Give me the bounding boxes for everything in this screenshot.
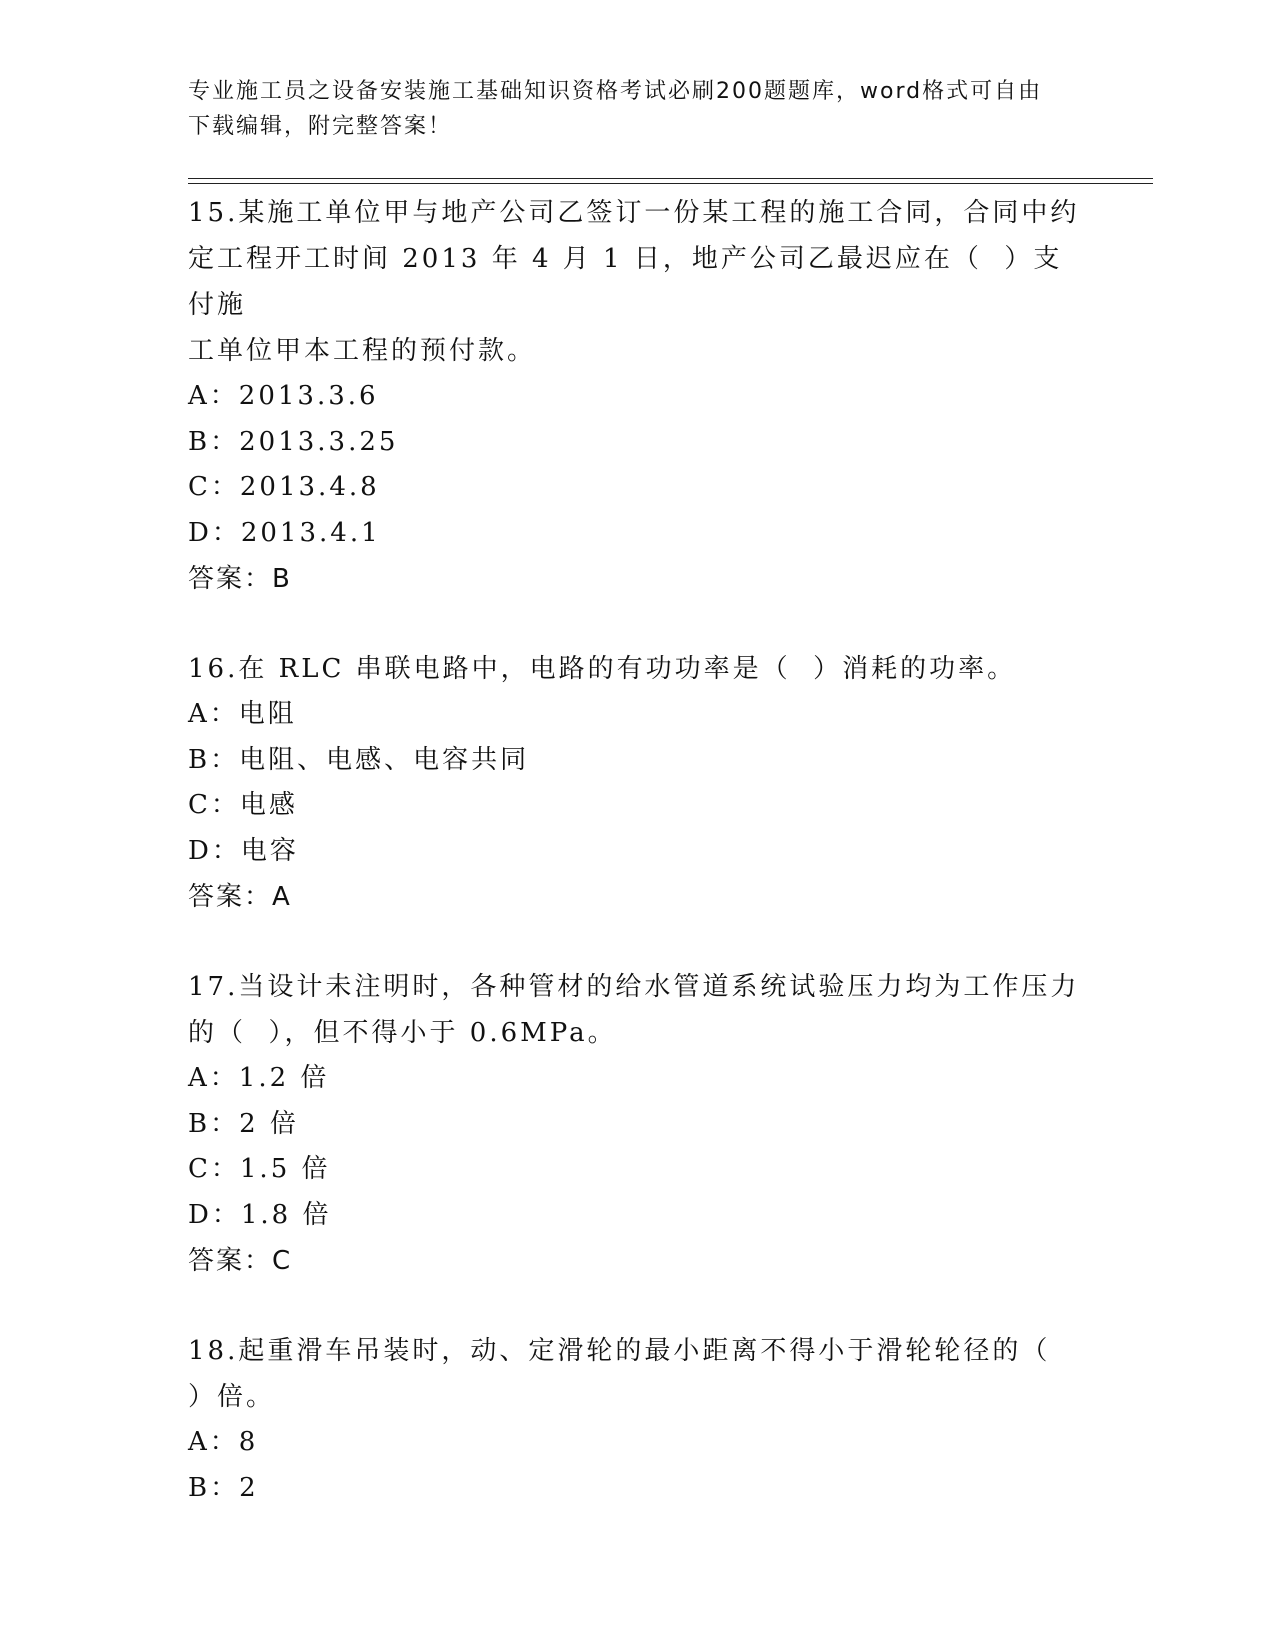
option-a: A：2013.3.6 — [188, 381, 379, 411]
answer: 答案：B — [188, 564, 292, 594]
option-a: A：1.2 倍 — [188, 1063, 330, 1093]
question-text-line: 17.当设计未注明时，各种管材的给水管道系统试验压力均为工作压力 — [188, 972, 1080, 1002]
answer: 答案：C — [188, 1246, 293, 1276]
question-17 — [188, 964, 1088, 1284]
header-divider-top — [188, 178, 1153, 179]
option-a: A：电阻 — [188, 699, 297, 729]
document-header — [188, 74, 1068, 144]
answer: 答案：A — [188, 882, 292, 912]
option-a: A：8 — [188, 1427, 259, 1457]
header-line-2: 下载编辑，附完整答案！ — [188, 114, 453, 139]
question-18 — [188, 1328, 1088, 1511]
header-divider-bottom — [188, 183, 1153, 184]
option-c: C：电感 — [188, 790, 298, 820]
question-list — [188, 190, 1088, 1555]
question-15 — [188, 190, 1088, 602]
option-d: D：2013.4.1 — [188, 517, 381, 548]
option-b: B：电阻、电感、电容共同 — [188, 744, 530, 775]
option-b: B：2013.3.25 — [188, 426, 399, 457]
question-text-line: 定工程开工时间 2013 年 4 月 1 日，地产公司乙最迟应在（ ）支付施 — [188, 244, 1063, 320]
question-text-line: 18.起重滑车吊装时，动、定滑轮的最小距离不得小于滑轮轮径的（ — [188, 1336, 1051, 1366]
option-d: D：1.8 倍 — [188, 1199, 332, 1230]
question-text-line: 15.某施工单位甲与地产公司乙签订一份某工程的施工合同，合同中约 — [188, 198, 1080, 228]
option-c: C：1.5 倍 — [188, 1154, 331, 1184]
question-text-line: ）倍。 — [188, 1382, 276, 1412]
header-line-1: 专业施工员之设备安装施工基础知识资格考试必刷200题题库，word格式可自由 — [188, 79, 1043, 104]
option-b: B：2 — [188, 1472, 259, 1503]
option-c: C：2013.4.8 — [188, 472, 380, 502]
question-16 — [188, 646, 1088, 920]
question-text-line: 16.在 RLC 串联电路中，电路的有功功率是（ ）消耗的功率。 — [188, 654, 1017, 684]
question-text-line: 的（ ），但不得小于 0.6MPa。 — [188, 1018, 617, 1048]
option-b: B：2 倍 — [188, 1108, 299, 1139]
option-d: D：电容 — [188, 835, 299, 866]
question-text-line: 工单位甲本工程的预付款。 — [188, 336, 537, 366]
